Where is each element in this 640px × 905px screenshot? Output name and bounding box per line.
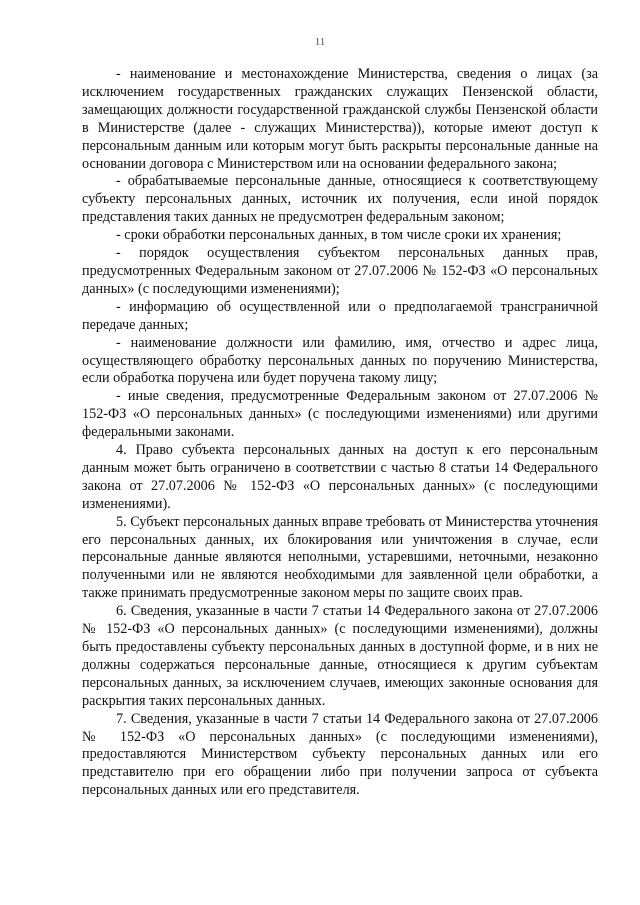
paragraph-processing-terms: - сроки обработки персональных данных, в том числе сроки их хранения; [116, 227, 562, 244]
paragraph-processor-info: - наименование должности или фамилию, имя, отчество и адрес лица, осуществляющего обработку персональных данных по поручению Министерства, если обработка поручена или будет поручена такому лицу; [82, 334, 598, 387]
paragraph-item-6: 6. Сведения, указанные в части 7 статьи 14 Федерального закона от 27.07.2006 № 152-ФЗ «О персональных данных» (с последующими изменениями), должны быть предоставлены субъекту персональных данных в доступной форме, и в них не должны содержаться персональные данные, относящиеся к другим субъектам персональных данных, за исключением случаев, имеющих законные основания для раскрытия таких персональных данных. [82, 603, 598, 709]
paragraph-rights-procedure: - порядок осуществления субъектом персональных данных прав, предусмотренных Федеральным законом от 27.07.2006 № 152-ФЗ «О персональных данных» (с последующими изменениями); [82, 245, 598, 297]
paragraph-other-info: - иные сведения, предусмотренные Федеральным законом от 27.07.2006 № 152-ФЗ «О персональных данных» (с последующими изменениями) или другими федеральными законами. [82, 388, 598, 441]
paragraph-cross-border-transfer: - информацию об осуществленной или о предполагаемой трансграничной передаче данных; [82, 298, 598, 333]
paragraph-processed-data: - обрабатываемые персональные данные, относящиеся к соответствующему субъекту персональных данных, источник их получения, если иной порядок представления таких данных не предусмотрен федеральным законом; [82, 173, 598, 226]
paragraph-item-7: 7. Сведения, указанные в части 7 статьи 14 Федерального закона от 27.07.2006 № 152-ФЗ «О персональных данных» (с последующими изменениями), предоставляются Министерством субъекту персональных данных или его представителю при его обращении либо при получении запроса от субъекта персональных данных или его представителя. [82, 710, 598, 799]
paragraph-ministry-info: - наименование и местонахождение Министерства, сведения о лицах (за исключением государственных гражданских служащих Пензенской области, замещающих должности государственной гражданской службы Пензенской области в Министерстве (далее - служащих Министерства)), которые имеют доступ к персональным данным или которым могут быть раскрыты персональные данные на основании договора с Министерством или на основании федерального закона; [82, 66, 598, 172]
paragraph-item-4: 4. Право субъекта персональных данных на доступ к его персональным данным может быть ограничено в соответствии с частью 8 статьи 14 Федерального закона от 27.07.2006 № 152-ФЗ «О персональных данных» (с последующими изменениями). [82, 442, 598, 512]
page-number: 11 [314, 36, 326, 48]
document-body [82, 66, 598, 800]
paragraph-item-5: 5. Субъект персональных данных вправе требовать от Министерства уточнения его персональных данных, их блокирования или уничтожения в случае, если персональные данные являются неполными, устаревшими, неточными, незаконно полученными или не являются необходимыми для заявленной цели обработки, а также принимать предусмотренные законом меры по защите своих прав. [82, 513, 598, 602]
